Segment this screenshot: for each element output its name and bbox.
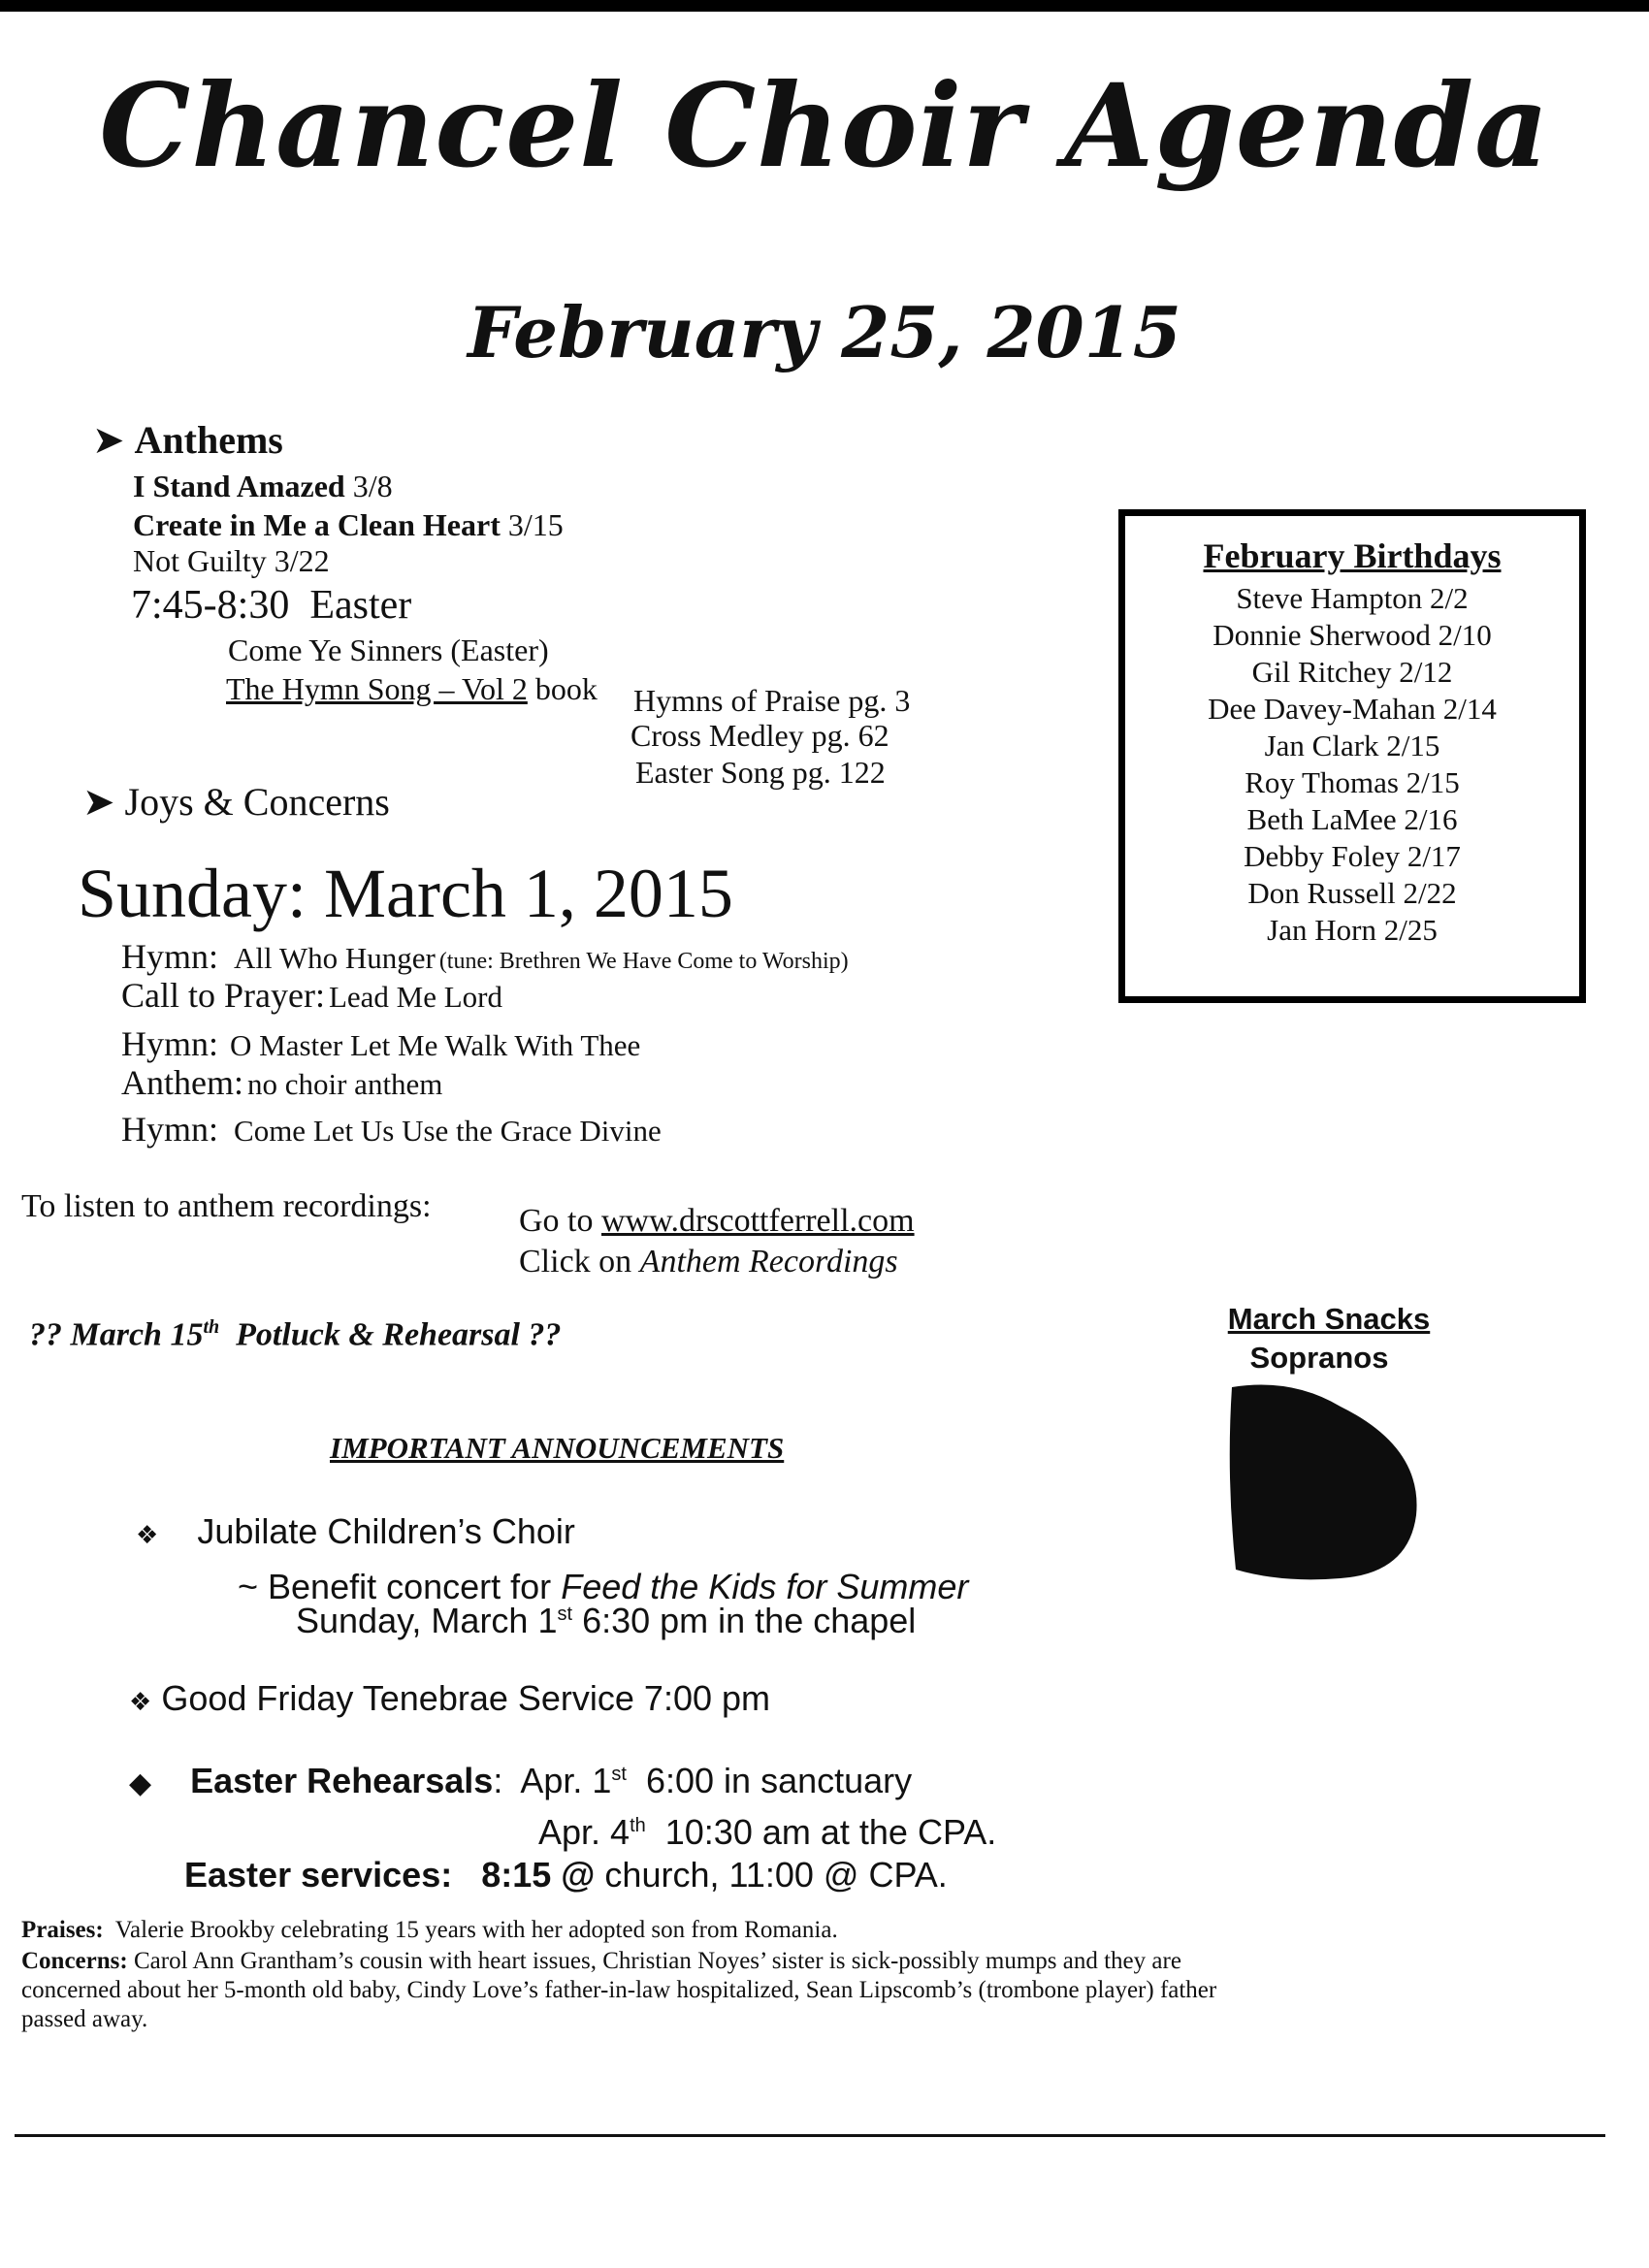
birthdays-box <box>1118 509 1586 1003</box>
bottom-rule <box>15 2134 1605 2137</box>
birthday-item: Gil Ritchey 2/12 <box>1251 655 1453 689</box>
birthday-item: Debby Foley 2/17 <box>1244 839 1461 873</box>
recordings-goto: Go to www.drscottferrell.com <box>519 1203 915 1239</box>
announcement-jubilate: ❖ Jubilate Children’s Choir <box>136 1511 575 1551</box>
birthday-item: Dee Davey-Mahan 2/14 <box>1208 692 1497 726</box>
potluck-notice: ?? March 15th Potluck & Rehearsal ?? <box>29 1316 562 1353</box>
birthday-item: Jan Clark 2/15 <box>1264 729 1440 762</box>
agenda-date: February 25, 2015 <box>468 291 1181 373</box>
service-item: Call to Prayer: Lead Me Lord <box>121 976 502 1015</box>
birthdays-heading: February Birthdays <box>1203 536 1502 575</box>
book-piece: Cross Medley pg. 62 <box>630 718 889 753</box>
birthday-item: Beth LaMee 2/16 <box>1246 802 1458 836</box>
announcements-heading: IMPORTANT ANNOUNCEMENTS <box>330 1431 785 1465</box>
announcement-jubilate-when: Sunday, March 1st 6:30 pm in the chapel <box>296 1601 917 1640</box>
announcement-jubilate-detail: ~ Benefit concert for Feed the Kids for Summer <box>238 1567 969 1606</box>
birthday-list <box>1125 580 1579 949</box>
anthem-item: Not Guilty 3/22 <box>133 543 330 578</box>
arrow-bullet-icon: ➤ <box>92 418 125 463</box>
announcement-good-friday: ❖ Good Friday Tenebrae Service 7:00 pm <box>129 1678 771 1718</box>
solid-diamond-bullet-icon: ◆ <box>129 1766 152 1800</box>
concerns-line: concerned about her 5-month old baby, Cindy Love’s father-in-law hospitalized, Sean Lipscomb’s (trombone player) father <box>21 1977 1217 2003</box>
anthems-heading: ➤ Anthems <box>92 418 283 463</box>
birthday-item: Don Russell 2/22 <box>1247 876 1457 910</box>
concerns-line: passed away. <box>21 2006 148 2032</box>
recordings-link[interactable]: www.drscottferrell.com <box>601 1203 915 1239</box>
diamond-bullet-icon: ❖ <box>129 1688 152 1717</box>
service-item: Anthem: no choir anthem <box>121 1063 443 1102</box>
diamond-bullet-icon: ❖ <box>136 1521 159 1550</box>
easter-piece: Come Ye Sinners (Easter) <box>228 632 549 667</box>
scan-top-edge <box>0 0 1649 12</box>
praises-line: Praises: Valerie Brookby celebrating 15 years with her adopted son from Romania. <box>21 1917 838 1943</box>
birthday-item: Roy Thomas 2/15 <box>1245 765 1460 799</box>
snacks-group: Sopranos <box>1249 1341 1389 1375</box>
easter-rehearsal-time: 7:45-8:30 Easter <box>131 583 412 628</box>
service-item: Hymn: All Who Hunger (tune: Brethren We Have Come to Worship) <box>121 937 849 976</box>
announcement-easter-services: Easter services: 8:15 @ church, 11:00 @ CPA. <box>184 1855 948 1895</box>
book-piece: Easter Song pg. 122 <box>635 755 886 790</box>
concerns-line: Concerns: Carol Ann Grantham’s cousin with heart issues, Christian Noyes’ sister is sick-possibly mumps and they are <box>21 1948 1181 1974</box>
announcement-easter-rehearsal-2: Apr. 4th 10:30 am at the CPA. <box>538 1812 997 1852</box>
birthday-item: Jan Horn 2/25 <box>1267 913 1438 947</box>
recordings-label: To listen to anthem recordings: <box>21 1188 432 1224</box>
snacks-title: March Snacks <box>1227 1302 1431 1336</box>
snack-blob-image <box>1224 1379 1428 1583</box>
page-title: Chancel Choir Agenda <box>99 58 1550 193</box>
sunday-heading: Sunday: March 1, 2015 <box>78 855 733 932</box>
announcement-easter-rehearsals: ◆ Easter Rehearsals: Apr. 1st 6:00 in sanctuary <box>129 1761 913 1800</box>
birthday-item: Donnie Sherwood 2/10 <box>1212 618 1492 652</box>
book-piece: Hymns of Praise pg. 3 <box>633 683 911 718</box>
recordings-click: Click on Anthem Recordings <box>519 1244 898 1280</box>
service-item: Hymn: Come Let Us Use the Grace Divine <box>121 1110 662 1149</box>
anthem-item: I Stand Amazed 3/8 <box>133 469 393 503</box>
joys-heading: ➤ Joys & Concerns <box>82 780 390 825</box>
anthem-item: Create in Me a Clean Heart 3/15 <box>133 507 564 542</box>
service-item: Hymn: O Master Let Me Walk With Thee <box>121 1024 641 1063</box>
hymn-song-book: The Hymn Song – Vol 2 book <box>226 671 598 706</box>
birthday-item: Steve Hampton 2/2 <box>1236 581 1469 615</box>
arrow-bullet-icon: ➤ <box>82 780 115 825</box>
